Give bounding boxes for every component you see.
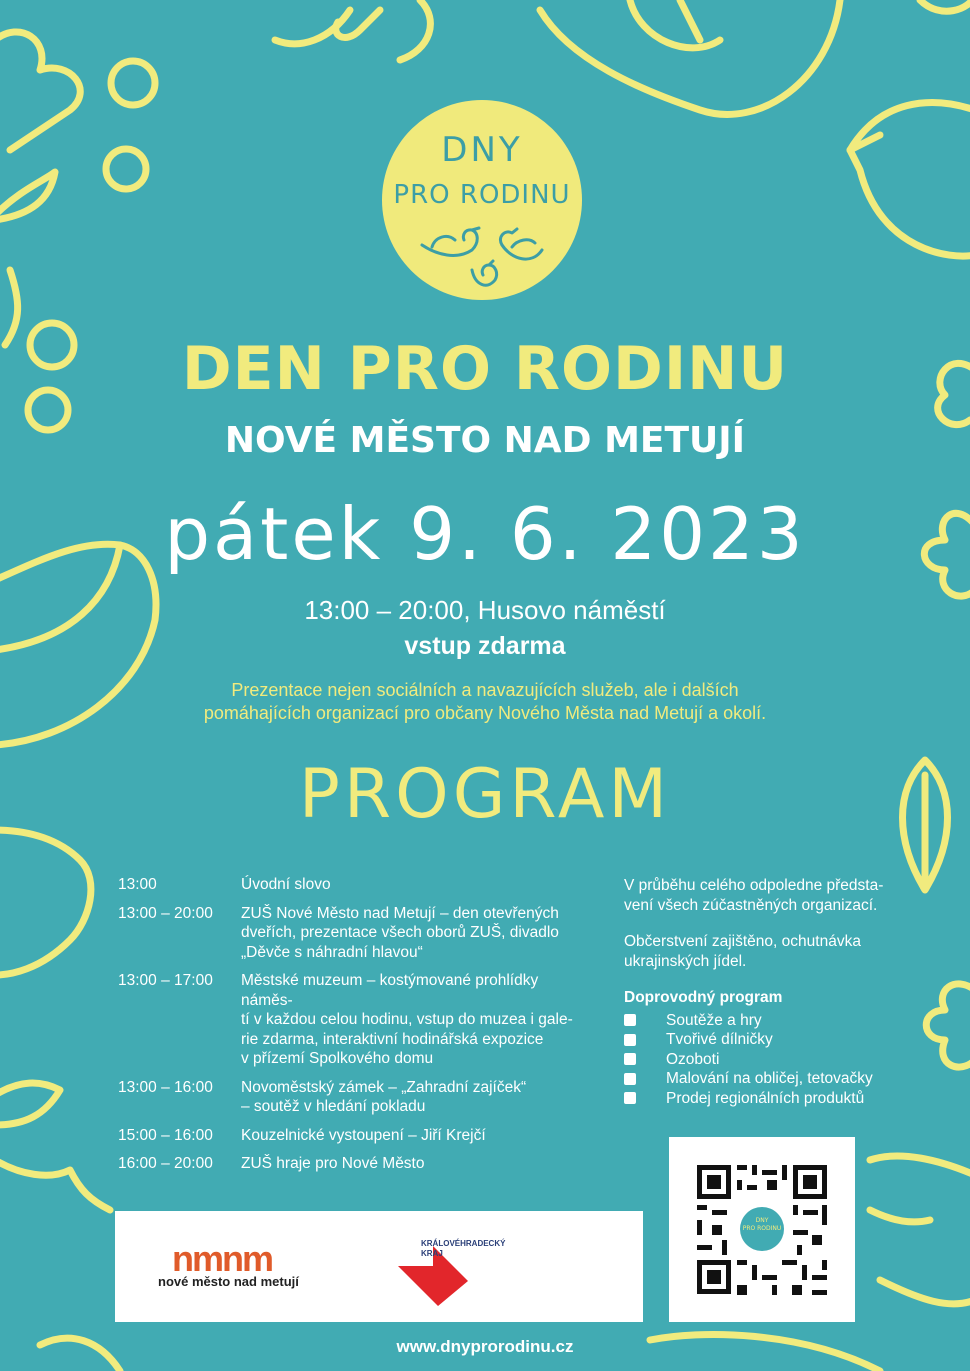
schedule-line: Městské muzeum – kostýmované prohlídky náměs- bbox=[241, 972, 539, 1009]
accompanying-item bbox=[624, 1030, 899, 1050]
accompanying-item bbox=[624, 1089, 899, 1109]
town-logo-text: nové město nad metují bbox=[158, 1274, 299, 1289]
schedule-line: dveřích, prezentace všech oborů ZUŠ, divadlo bbox=[241, 924, 559, 941]
side-info bbox=[624, 876, 899, 1108]
schedule-item bbox=[241, 1126, 591, 1146]
accompanying-label: Soutěže a hry bbox=[666, 1011, 762, 1029]
schedule-line: v přízemí Spolkového domu bbox=[241, 1050, 434, 1067]
schedule-line: Novoměstský zámek – „Zahradní zajíček“ bbox=[241, 1078, 527, 1096]
schedule-item bbox=[241, 904, 591, 963]
description-line: Prezentace nejen sociálních a navazujících služeb, ale i dalších bbox=[231, 680, 739, 700]
schedule-line: Kouzelnické vystoupení – Jiří Krejčí bbox=[241, 1126, 486, 1144]
badge-line2: PRO RODINU bbox=[393, 180, 571, 210]
accompanying-label: Ozoboti bbox=[666, 1050, 720, 1068]
accompanying-label: Prodej regionálních produktů bbox=[666, 1089, 865, 1107]
schedule-line: rie zdarma, interaktivní hodinářská expozice bbox=[241, 1030, 544, 1048]
program-heading: PROGRAM bbox=[298, 755, 672, 834]
schedule-row bbox=[118, 1154, 598, 1174]
accompanying-item bbox=[624, 1011, 899, 1031]
schedule-line: Úvodní slovo bbox=[241, 876, 331, 893]
event-title: DEN PRO RODINU bbox=[181, 334, 789, 404]
schedule-line: „Děvče s náhradní hlavou“ bbox=[241, 943, 423, 961]
schedule bbox=[118, 875, 598, 1183]
checkbox-icon bbox=[624, 1073, 636, 1085]
event-time-place: 13:00 – 20:00, Husovo náměstí bbox=[304, 595, 666, 625]
schedule-row bbox=[118, 1126, 598, 1146]
website-link[interactable]: www.dnyprorodinu.cz bbox=[396, 1337, 574, 1356]
schedule-time: 15:00 – 16:00 bbox=[118, 1126, 213, 1144]
schedule-row bbox=[118, 875, 598, 895]
accompanying-label: Tvořivé dílničky bbox=[666, 1031, 773, 1048]
accompanying-heading: Doprovodný program bbox=[624, 989, 783, 1006]
free-entry: vstup zdarma bbox=[404, 632, 566, 660]
accompanying-item bbox=[624, 1069, 899, 1089]
accompanying-item bbox=[624, 1050, 899, 1070]
qr-badge bbox=[740, 1217, 784, 1233]
side-line: ukrajinských jídel. bbox=[624, 952, 747, 970]
region-line: KRÁLOVÉHRADECKÝ bbox=[421, 1239, 506, 1248]
schedule-line: ZUŠ Nové Město nad Metují – den otevřených bbox=[241, 904, 559, 922]
schedule-time: 16:00 – 20:00 bbox=[118, 1155, 213, 1172]
schedule-item bbox=[241, 971, 591, 1069]
schedule-line: tí v každou celou hodinu, vstup do muzea i gale- bbox=[241, 1011, 573, 1028]
schedule-time: 13:00 bbox=[118, 876, 157, 893]
event-date: pátek 9. 6. 2023 bbox=[164, 492, 806, 576]
accompanying-label: Malování na obličej, tetovačky bbox=[666, 1070, 873, 1087]
side-line: vení všech zúčastněných organizací. bbox=[624, 896, 878, 914]
town-logo-mark-text: nmnm bbox=[172, 1243, 272, 1275]
birds-icon bbox=[417, 225, 547, 295]
schedule-row bbox=[118, 971, 598, 1069]
schedule-time: 13:00 – 17:00 bbox=[118, 972, 213, 989]
schedule-row bbox=[118, 1078, 598, 1117]
side-paragraph-presentation bbox=[624, 876, 899, 915]
sponsor-logos bbox=[115, 1211, 643, 1322]
qr-code[interactable] bbox=[669, 1137, 855, 1322]
schedule-line: ZUŠ hraje pro Nové Město bbox=[241, 1155, 425, 1172]
side-paragraph-refreshments bbox=[624, 932, 899, 971]
badge-line1: DNY bbox=[441, 130, 523, 170]
schedule-row bbox=[118, 904, 598, 963]
checkbox-icon bbox=[624, 1034, 636, 1046]
description-line: pomáhajících organizací pro občany Nového Města nad Metují a okolí. bbox=[203, 703, 767, 723]
schedule-time: 13:00 – 16:00 bbox=[118, 1078, 213, 1096]
event-description bbox=[0, 679, 970, 725]
town-logo-mark bbox=[172, 1243, 302, 1275]
checkbox-icon bbox=[624, 1053, 636, 1065]
side-line: V průběhu celého odpoledne předsta- bbox=[624, 877, 884, 894]
side-line: Občerstvení zajištěno, ochutnávka bbox=[624, 933, 861, 950]
checkbox-icon bbox=[624, 1092, 636, 1104]
dny-pro-rodinu-badge bbox=[382, 100, 582, 300]
schedule-time: 13:00 – 20:00 bbox=[118, 904, 213, 922]
region-logo-text bbox=[421, 1239, 531, 1259]
event-town: NOVÉ MĚSTO NAD METUJÍ bbox=[224, 420, 746, 461]
schedule-line: – soutěž v hledání pokladu bbox=[241, 1098, 426, 1115]
region-line: KRAJ bbox=[421, 1249, 443, 1258]
checkbox-icon bbox=[624, 1014, 636, 1026]
qr-badge-line: DNY bbox=[755, 1217, 769, 1224]
qr-badge-line: PRO RODINU bbox=[742, 1225, 782, 1232]
schedule-item bbox=[241, 875, 591, 895]
schedule-item bbox=[241, 1078, 591, 1117]
schedule-item bbox=[241, 1154, 591, 1174]
